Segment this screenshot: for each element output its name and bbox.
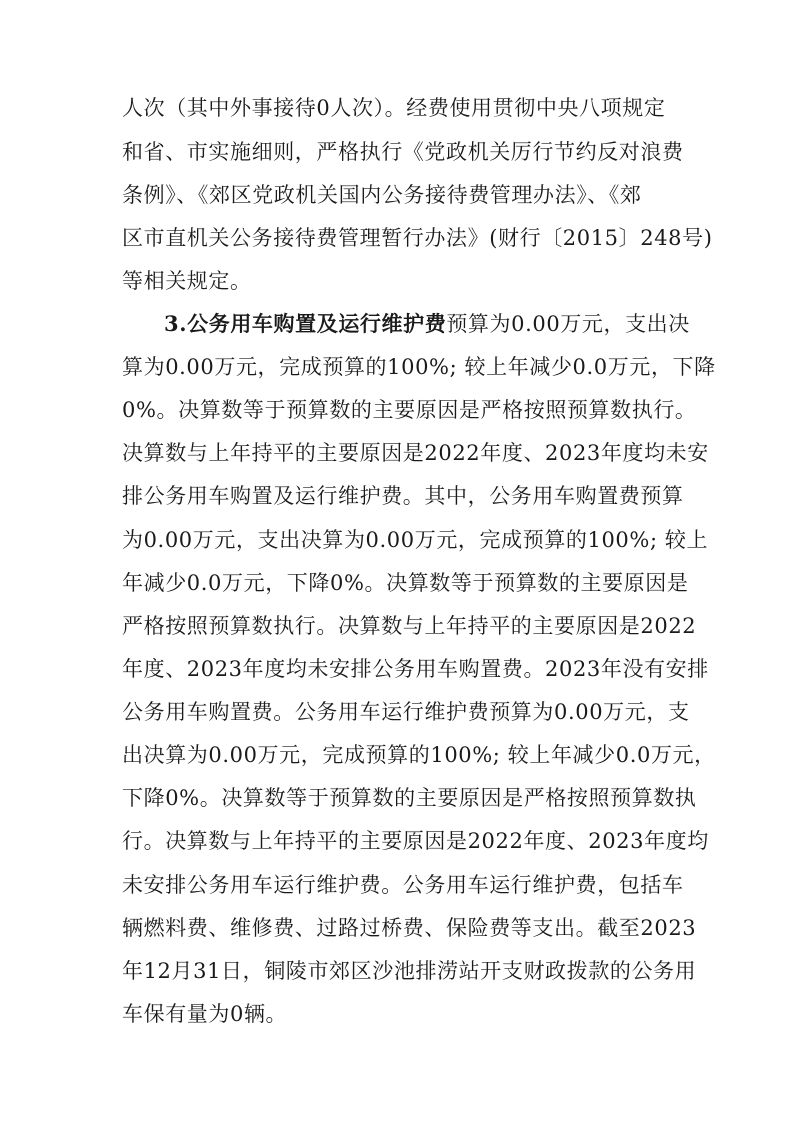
paragraph2-line-9: 年度、2023年度均未安排公务用车购置费。2023年没有安排 — [122, 657, 709, 681]
paragraph2-line-12: 下降0%。决算数等于预算数的主要原因是严格按照预算数执 — [122, 786, 697, 810]
paragraph2-line-10: 公务用车购置费。公务用车运行维护费预算为0.00万元，支 — [122, 700, 690, 724]
paragraph2-line-14: 未安排公务用车运行维护费。公务用车运行维护费，包括车 — [122, 873, 684, 897]
paragraph1-line-4: 区市直机关公务接待费管理暂行办法》(财行〔2015〕248号) — [122, 226, 713, 250]
paragraph2-line-17: 车保有量为0辆。 — [122, 1002, 288, 1026]
paragraph2-line-3: 0%。决算数等于预算数的主要原因是严格按照预算数执行。 — [122, 398, 697, 422]
paragraph1-line-1: 人次（其中外事接待0人次）。经费使用贯彻中央八项规定 — [122, 96, 666, 120]
paragraph2-line-13: 行。决算数与上年持平的主要原因是2022年度、2023年度均 — [122, 829, 709, 853]
paragraph2-line-5: 排公务用车购置及运行维护费。其中，公务用车购置费预算 — [122, 484, 684, 508]
paragraph2-line-7: 年减少0.0万元，下降0%。决算数等于预算数的主要原因是 — [122, 571, 689, 595]
paragraph2-first-line-text: 预算为0.00万元，支出决 — [446, 312, 690, 336]
paragraph2-line-16: 年12月31日，铜陵市郊区沙池排涝站开支财政拨款的公务用 — [122, 959, 697, 983]
paragraph2-line-2: 算为0.00万元，完成预算的100%; 较上年减少0.0万元，下降 — [122, 355, 716, 379]
paragraph2-line-15: 辆燃料费、维修费、过路过桥费、保险费等支出。截至2023 — [122, 916, 697, 940]
paragraph2-line-8: 严格按照预算数执行。决算数与上年持平的主要原因是2022 — [122, 614, 697, 638]
paragraph1-line-2: 和省、市实施细则，严格执行《党政机关厉行节约反对浪费 — [122, 140, 684, 164]
paragraph1-line-5: 等相关规定。 — [122, 269, 252, 293]
section-heading: 3.公务用车购置及运行维护费 — [164, 311, 447, 336]
paragraph2-first-line — [164, 310, 690, 338]
paragraph2-line-4: 决算数与上年持平的主要原因是2022年度、2023年度均未安 — [122, 441, 709, 465]
paragraph1-line-3: 条例》、《郊区党政机关国内公务接待费管理办法》、《郊 — [122, 183, 642, 207]
paragraph2-line-11: 出决算为0.00万元，完成预算的100%; 较上年减少0.0万元， — [122, 743, 716, 767]
paragraph2-line-6: 为0.00万元，支出决算为0.00万元，完成预算的100%; 较上 — [122, 528, 709, 552]
